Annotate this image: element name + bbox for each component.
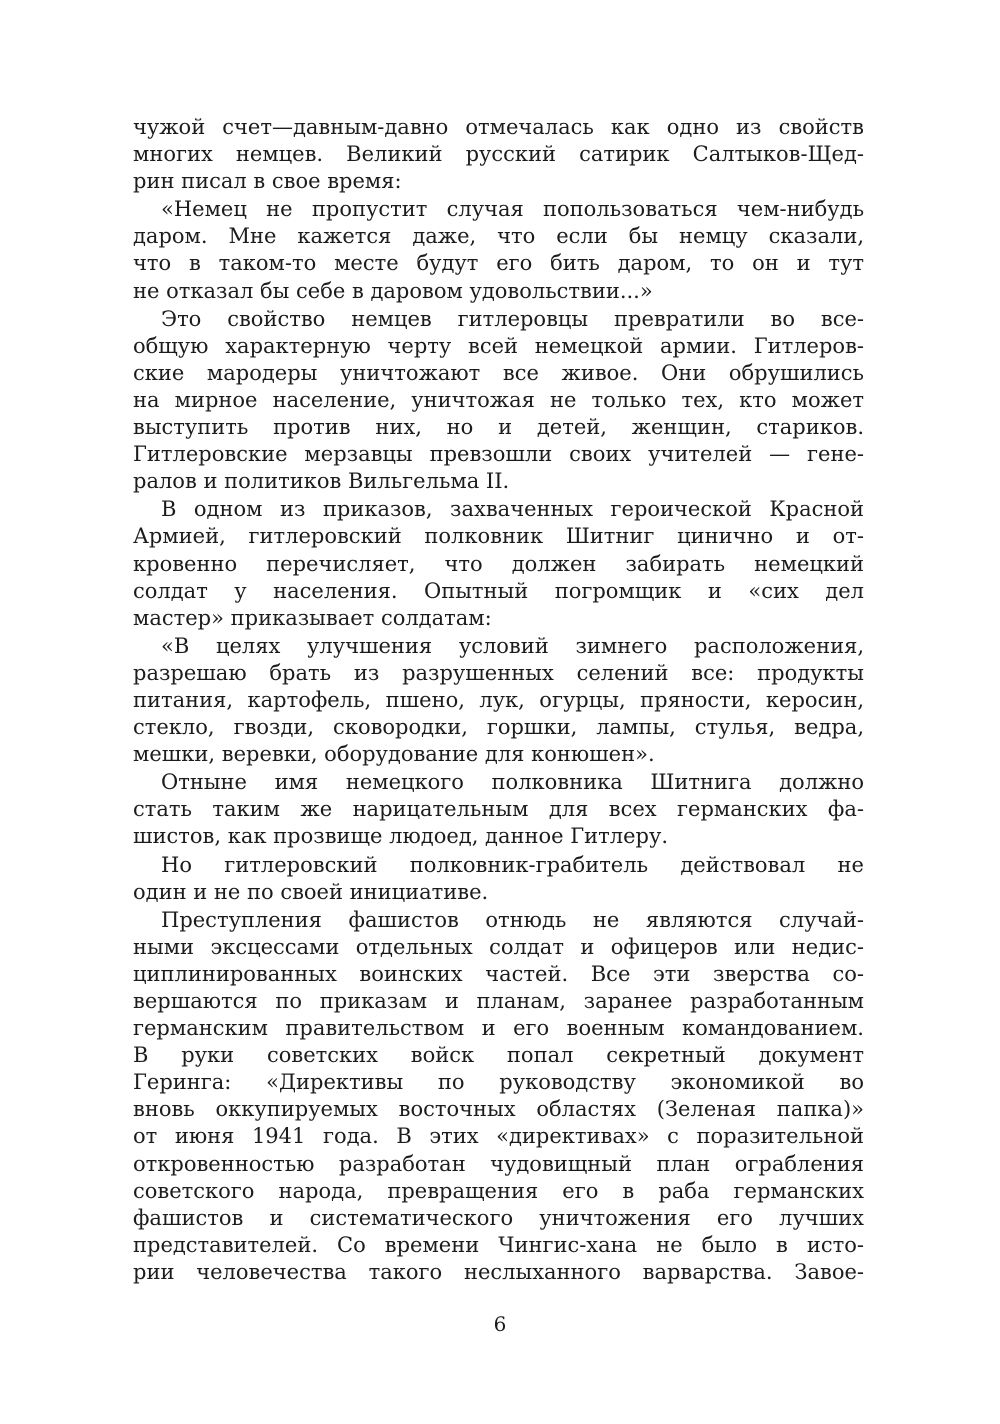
- text-line: разрешаю брать из разрушенных селений все: продукты: [133, 660, 864, 685]
- text-line: солдат у населения. Опытный погромщик и «сих дел: [133, 578, 864, 603]
- text-line: вновь оккупируемых восточных областях (Зеленая папка)»: [133, 1097, 864, 1122]
- text-line: Гитлеровские мерзавцы превзошли своих учителей — гене-: [133, 442, 864, 467]
- text-line: «В целях улучшения условий зимнего расположения,: [161, 633, 864, 658]
- page-body: [133, 114, 864, 1287]
- text-line: вершаются по приказам и планам, заранее разработанным: [133, 989, 864, 1013]
- text-line: Отныне имя немецкого полковника Шитнига должно: [161, 770, 864, 795]
- paragraph-8: [133, 907, 864, 1286]
- text-line: питания, картофель, пшено, лук, огурцы, пряности, керосин,: [133, 687, 864, 712]
- text-line: Это свойство немцев гитлеровцы превратили во все-: [161, 306, 864, 331]
- text-line: мешки, веревки, оборудование для конюшен».: [133, 742, 655, 767]
- text-line: многих немцев. Великий русский сатирик Салтыков-Щед-: [133, 142, 864, 167]
- text-line: германским правительством и его военным командованием.: [133, 1016, 864, 1041]
- text-line: не отказал бы себе в даровом удовольствии...»: [133, 278, 653, 303]
- page-number: 6: [493, 1312, 507, 1336]
- text-line: кровенно перечисляет, что должен забирать немецкий: [133, 551, 864, 576]
- text-line: ские мародеры уничтожают все живое. Они обрушились: [133, 360, 864, 385]
- text-line: фашистов и систематического уничтожения его лучших: [133, 1205, 864, 1230]
- text-line: рин писал в свое время:: [133, 169, 402, 194]
- text-line: чужой счет—давным-давно отмечалась как одно из свойств: [133, 115, 864, 139]
- paragraph-5-quote: [133, 633, 864, 768]
- text-line: ралов и политиков Вильгельма II.: [133, 469, 510, 494]
- text-line: Но гитлеровский полковник-грабитель действовал не: [161, 852, 864, 877]
- paragraph-1: [133, 114, 864, 195]
- text-line: мастер» приказывает солдатам:: [133, 605, 492, 630]
- text-line: один и не по своей инициативе.: [133, 879, 489, 904]
- text-line: Армией, гитлеровский полковник Шитниг цинично и от-: [133, 524, 864, 549]
- paragraph-6: [133, 769, 864, 850]
- text-line: шистов, как прозвище людоед, данное Гитлеру.: [133, 824, 668, 849]
- text-line: рии человечества такого неслыханного варварства. Завое-: [133, 1259, 864, 1284]
- text-line: представителей. Со времени Чингис-хана не было в исто-: [133, 1232, 864, 1257]
- text-line: советского народа, превращения его в раба германских: [133, 1178, 864, 1203]
- text-line: ными эксцессами отдельных солдат и офицеров или недис-: [133, 934, 864, 959]
- text-line: выступить против них, но и детей, женщин, стариков.: [133, 415, 864, 440]
- paragraph-2-quote: [133, 196, 864, 304]
- text-line: В одном из приказов, захваченных героической Красной: [161, 497, 864, 522]
- text-line: откровенностью разработан чудовищный план ограбления: [133, 1151, 864, 1176]
- text-line: от июня 1941 года. В этих «директивах» с поразительной: [133, 1124, 864, 1149]
- paragraph-3: [133, 306, 864, 496]
- paragraph-4: [133, 496, 864, 631]
- text-line: Геринга: «Директивы по руководству экономикой во: [133, 1070, 864, 1095]
- text-line: В руки советских войск попал секретный документ: [133, 1043, 864, 1068]
- text-line: Преступления фашистов отнюдь не являются случай-: [161, 907, 864, 932]
- text-line: что в таком-то месте будут его бить даром, то он и тут: [133, 251, 864, 276]
- text-line: стать таким же нарицательным для всех германских фа-: [133, 797, 864, 822]
- paragraph-7: [133, 852, 864, 906]
- text-line: «Немец не пропустит случая попользоваться чем-нибудь: [161, 197, 864, 222]
- text-line: стекло, гвозди, сковородки, горшки, лампы, стулья, ведра,: [133, 715, 864, 740]
- text-line: на мирное население, уничтожая не только тех, кто может: [133, 387, 864, 412]
- text-line: циплинированных воинских частей. Все эти зверства со-: [133, 961, 864, 986]
- text-line: общую характерную черту всей немецкой армии. Гитлеров-: [133, 333, 864, 358]
- text-line: даром. Мне кажется даже, что если бы немцу сказали,: [133, 224, 864, 249]
